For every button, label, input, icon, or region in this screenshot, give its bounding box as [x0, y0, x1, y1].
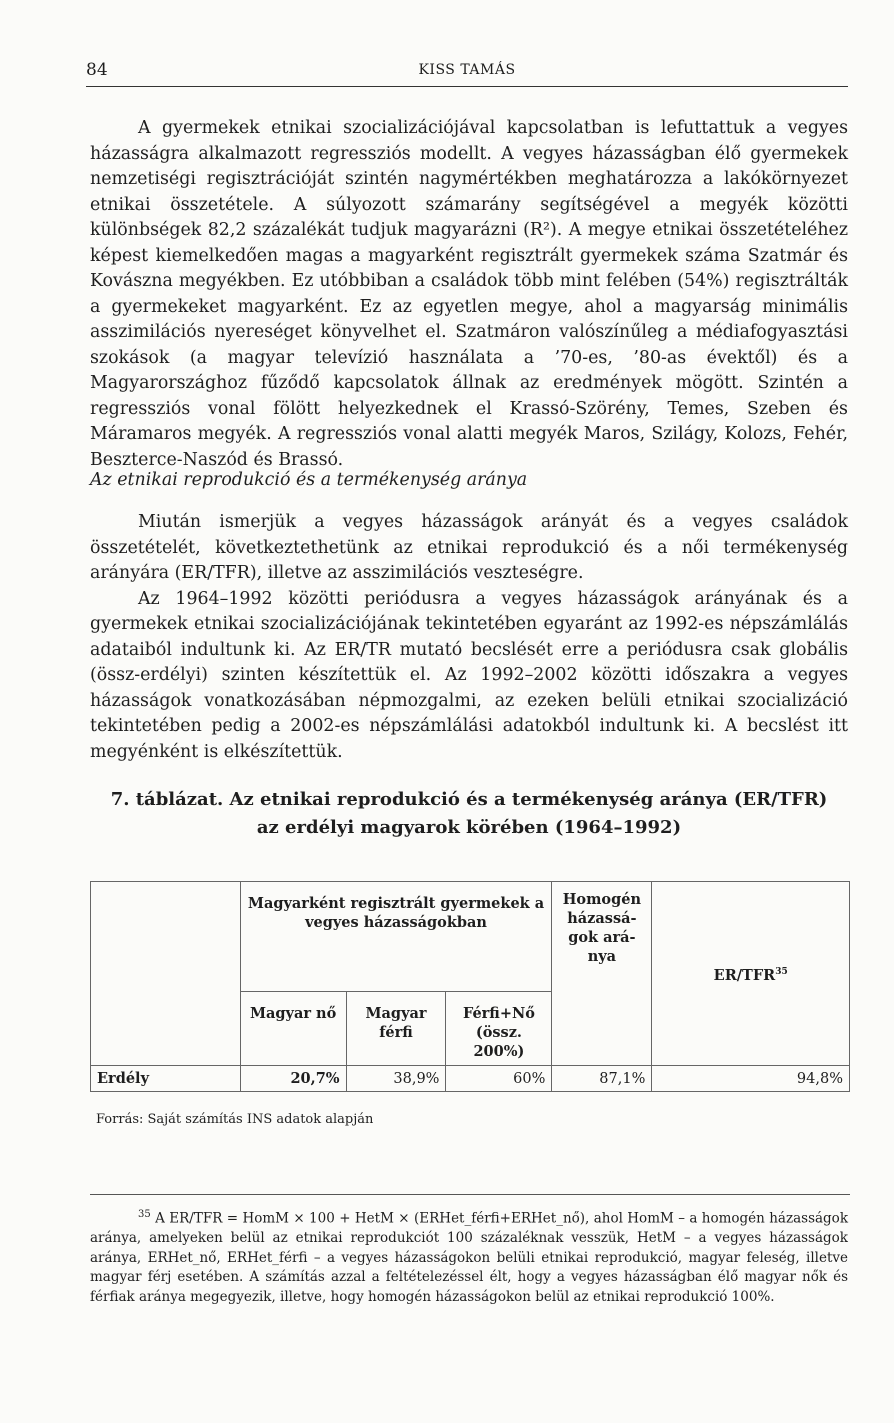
section-title: Az etnikai reprodukció és a termékenység aránya	[90, 470, 528, 490]
paragraph: Az 1964–1992 közötti periódusra a vegyes házasságok arányának és a gyermekek etnikai szocializációjának tekintetében egyaránt az 1992-es népszámlálás adataiból indultunk ki. Az ER/TR mutató becslését erre a periódusra csak globális (össz-erdélyi) szinten készítettük el. Az 1992–2002 közötti időszakra a vegyes házasságok vonatkozásában népmozgalmi, az ezeken belüli etnikai szocializáció tekintetében pedig a 2002-es népszámlálási adatokból indultunk ki. A becslést itt megyénként is elkészítettük.	[90, 588, 848, 762]
source-note: Forrás: Saját számítás INS adatok alapján	[96, 1112, 374, 1127]
data-table	[90, 881, 850, 1092]
paragraph: A gyermekek etnikai szocializációjával kapcsolatban is lefuttattuk a vegyes házasságra alkalmazott regressziós modellt. A vegyes házasságban élő gyermekek nemzetiségi regisztrációját szintén nagymértékben meghatározza a lakókörnyezet etnikai összetétele. A súlyozott számarány segítségével a megyék közötti különbségek 82,2 százalékát tudjuk magyarázni (R²). A megye etnikai összetételéhez képest kiemelkedően magas a magyarként regisztrált gyermekek száma Szatmár és Kovászna megyékben. Ez utóbbiban a családok több mint felében (54%) regisztrálták a gyermekeket magyarként. Ez az egyetlen megye, ahol a magyarság minimális asszimilációs nyereséget könyvelhet el. Szatmáron valószínűleg a médiafogyasztási szokások (a magyar televízió használata a ’70-es, ’80-as évektől) és a Magyarországhoz fűződő kapcsolatok állnak az eredmények mögött. Szintén a regressziós vonal fölött helyezkednek el Krassó-Szörény, Temes, Szeben és Máramaros megyék. A regressziós vonal alatti megyék Maros, Szilágy, Kolozs, Fehér, Beszterce-Naszód és Brassó.	[90, 118, 848, 470]
table-caption-line-2: az erdélyi magyarok körében (1964–1992)	[256, 817, 682, 838]
group-header: Magyarként regisztrált gyermekek a vegyes házasságokban	[240, 882, 552, 992]
cell-osszesen: 60%	[446, 1066, 552, 1092]
row-label: Erdély	[91, 1066, 241, 1092]
ertfr-footnote-mark: 35	[775, 966, 788, 977]
table-caption	[90, 786, 848, 842]
page-number: 84	[86, 60, 108, 80]
cell-homogen: 87,1%	[552, 1066, 652, 1092]
subheader-magyar-no: Magyar nő	[240, 992, 346, 1066]
subheader-magyar-ferfi: Magyar férfi	[346, 992, 446, 1066]
cell-magyar-ferfi: 38,9%	[346, 1066, 446, 1092]
body-section-2	[90, 510, 848, 765]
table-caption-line-1: 7. táblázat. Az etnikai reprodukció és a termékenység aránya (ER/TFR)	[110, 789, 828, 810]
ertfr-header	[652, 882, 850, 1066]
paragraph: Miután ismerjük a vegyes házasságok arányát és a vegyes családok összetételét, következtethetünk az etnikai reprodukció és a női termékenység arányára (ER/TFR), illetve az asszimilációs veszteségre.	[90, 512, 848, 583]
footnote-divider	[90, 1194, 850, 1195]
footnote	[90, 1205, 848, 1307]
subheader-osszesen: Férfi+Nő (össz. 200%)	[446, 992, 552, 1066]
footnote-text: A ER/TFR = HomM × 100 + HetM × (ERHet_férfi+ERHet_nő), ahol HomM – a homogén házasságok aránya, amelyeken belül az etnikai reprodukciót 100 százaléknak vesszük, HetM – a vegyes házasságok aránya, ERHet_nő, ERHet_férfi – a vegyes házasságokon belüli etnikai reprodukció, magyar feleség, illetve magyar férj esetében. A számítás azzal a feltételezéssel élt, hogy a vegyes házasságban élő magyar nők és férfiak aránya megegyezik, illetve, hogy homogén házasságokon belül az etnikai reprodukció 100%.	[90, 1210, 848, 1305]
ertfr-label: ER/TFR	[713, 966, 776, 984]
table-corner-cell	[91, 882, 241, 1066]
homogen-header: Homogén házassá-gok ará-nya	[552, 882, 652, 1066]
page-header	[86, 60, 848, 87]
body-section-1	[90, 116, 848, 473]
running-head: KISS TAMÁS	[418, 62, 516, 78]
cell-ertfr: 94,8%	[652, 1066, 850, 1092]
footnote-number: 35	[138, 1209, 151, 1220]
cell-magyar-no: 20,7%	[240, 1066, 346, 1092]
table-row	[91, 1066, 850, 1092]
